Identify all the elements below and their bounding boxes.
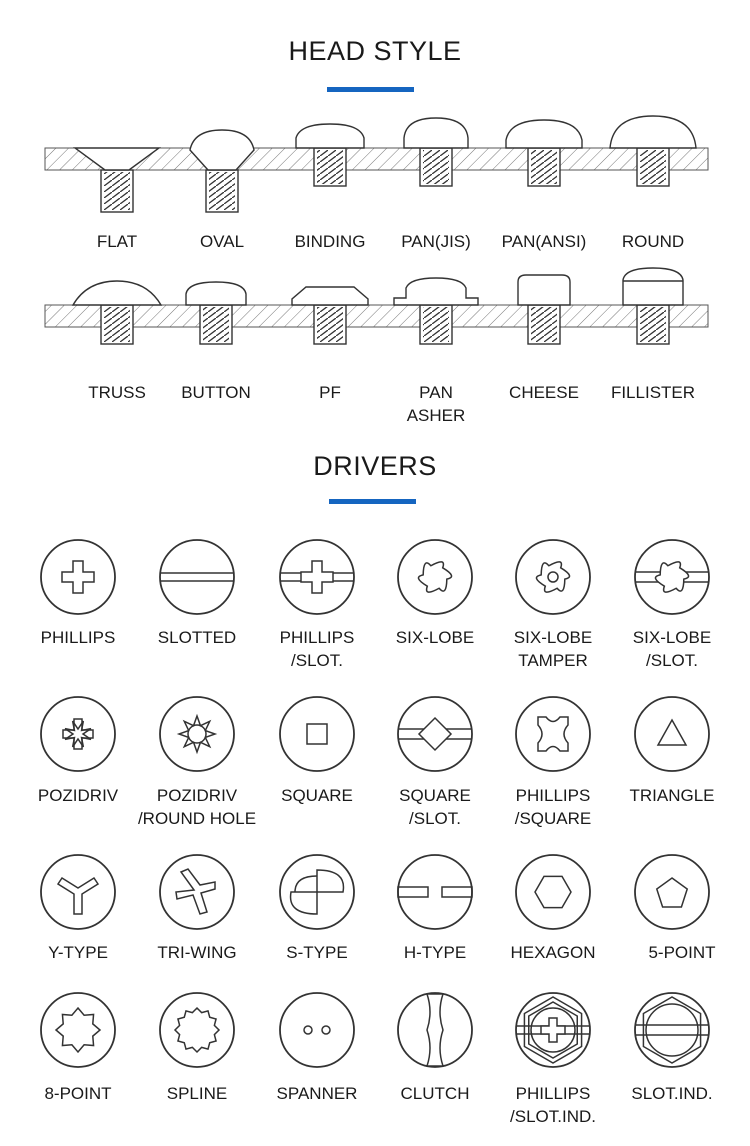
driver-spline-icon [160,993,234,1067]
label-line: FLAT [96,232,138,251]
label-line: SIX-LOBE [632,628,712,647]
label-fillister [611,381,695,404]
label-pozidriv [38,784,118,807]
label-line: PHILLIPS [40,628,116,647]
label-line: Y-TYPE [48,943,108,962]
label-binding [295,230,366,253]
driver-y-type-icon [41,855,115,929]
label-line: H-TYPE [403,943,467,962]
label-line: FILLISTER [610,383,696,402]
driver-six-lobe-slot-icon [635,540,709,614]
driver-slot-ind-icon [635,993,709,1067]
label-line: CLUTCH [400,1084,470,1103]
label-truss [88,381,146,404]
thread-oval [206,170,238,212]
thread-pan-jis [420,148,452,186]
thread-pf [314,305,346,344]
label-line: OVAL [199,232,245,251]
driver-pozidriv-round-hole-icon [160,697,234,771]
label-h-type [404,941,466,964]
label-5-point [648,941,715,964]
driver-slotted-icon [160,540,234,614]
label-spline [167,1082,227,1105]
label-line: /SLOT.IND. [510,1107,596,1126]
driver-8-point-icon [41,993,115,1067]
thread-pan-asher [420,305,452,344]
label-line: PHILLIPS [515,1084,591,1103]
driver-5-point-icon [635,855,709,929]
label-line: S-TYPE [286,943,348,962]
label-line: TRUSS [88,383,146,402]
thread-button [200,305,232,344]
label-phillips-square [515,784,592,830]
label-line: 8-POINT [44,1084,112,1103]
label-line: /SLOT. [409,809,461,828]
thread-flat [101,170,133,212]
driver-phillips-slot-icon [280,540,354,614]
label-square [281,784,353,807]
label-square-slot [399,784,471,830]
driver-phillips-icon [41,540,115,614]
label-line: SQUARE [399,786,471,805]
label-line: PAN(JIS) [401,232,471,251]
label-pf [319,381,341,404]
label-line: ASHER [406,406,466,425]
label-line: POZIDRIV [37,786,119,805]
thread-cheese [528,305,560,344]
label-line: PAN(ANSI) [501,232,587,251]
head-button-icon [186,282,246,305]
head-cheese-icon [518,275,570,305]
label-pan-jis [401,230,471,253]
label-round [622,230,684,253]
label-pan-asher [407,381,466,427]
label-phillips-slot-ind [510,1082,596,1128]
label-line: /SLOT. [291,651,343,670]
label-line: TAMPER [518,651,588,670]
thread-binding [314,148,346,186]
driver-phillips-slot-ind-icon [516,993,590,1067]
label-line: POZIDRIV [156,786,238,805]
driver-six-lobe-tamper-icon [516,540,590,614]
label-phillips-slot [280,626,355,672]
label-line: ROUND [621,232,685,251]
label-flat [97,230,137,253]
label-line: CHEESE [509,383,579,402]
label-line: SPANNER [276,1084,358,1103]
head-truss-icon [73,281,161,305]
label-y-type [48,941,108,964]
label-slot-ind [631,1082,712,1105]
label-triangle [629,784,714,807]
driver-tri-wing-icon [160,855,234,929]
label-spanner [277,1082,358,1105]
label-s-type [286,941,347,964]
label-six-lobe-tamper [514,626,592,672]
label-pan-ansi [502,230,587,253]
driver-hexagon-icon [516,855,590,929]
thread-truss [101,305,133,344]
label-pozidriv-round-hole [138,784,256,830]
driver-s-type-icon [280,855,354,929]
thread-fillister [637,305,669,344]
driver-six-lobe-icon [398,540,472,614]
label-line: PAN [419,383,453,402]
label-line: PHILLIPS [515,786,591,805]
label-line: PF [319,383,341,402]
label-six-lobe [396,626,474,649]
label-button [181,381,251,404]
label-line: HEXAGON [510,943,596,962]
label-cheese [509,381,579,404]
label-line: BUTTON [181,383,251,402]
driver-phillips-square-icon [516,697,590,771]
label-six-lobe-slot [633,626,711,672]
label-line: SLOT.IND. [631,1084,713,1103]
label-line: SIX-LOBE [395,628,475,647]
head-pan-jis-icon [404,118,468,148]
label-line: /SLOT. [646,651,698,670]
head-pf-icon [292,287,368,305]
plate-row-2 [45,305,708,327]
label-slotted [158,626,236,649]
thread-round [637,148,669,186]
label-line: TRI-WING [157,943,237,962]
label-line: SPLINE [166,1084,228,1103]
label-line: TRIANGLE [629,786,715,805]
label-oval [200,230,244,253]
label-line: SIX-LOBE [513,628,593,647]
label-line: SLOTTED [157,628,237,647]
head-style-title: HEAD STYLE [288,36,462,66]
driver-spanner-icon [280,993,354,1067]
head-round-icon [610,116,696,148]
label-line: PHILLIPS [279,628,355,647]
head-fillister-icon [623,268,683,305]
head-binding-icon [296,124,364,148]
driver-triangle-icon [635,697,709,771]
label-line: /SQUARE [514,809,592,828]
label-hexagon [510,941,595,964]
thread-pan-ansi [528,148,560,186]
head-pan-ansi-icon [506,120,582,148]
label-line: /ROUND HOLE [137,809,257,828]
label-tri-wing [157,941,236,964]
driver-square-icon [280,697,354,771]
driver-h-type-icon [398,855,472,929]
head-pan-asher-icon [394,278,478,305]
driver-clutch-icon [398,993,472,1067]
driver-pozidriv-icon [41,697,115,771]
drivers-title: DRIVERS [313,451,437,481]
label-line: 5-POINT [648,943,716,962]
driver-square-slot-icon [398,697,472,771]
label-phillips [41,626,116,649]
label-line: BINDING [294,232,366,251]
label-clutch [401,1082,470,1105]
label-8-point [44,1082,111,1105]
label-line: SQUARE [281,786,353,805]
